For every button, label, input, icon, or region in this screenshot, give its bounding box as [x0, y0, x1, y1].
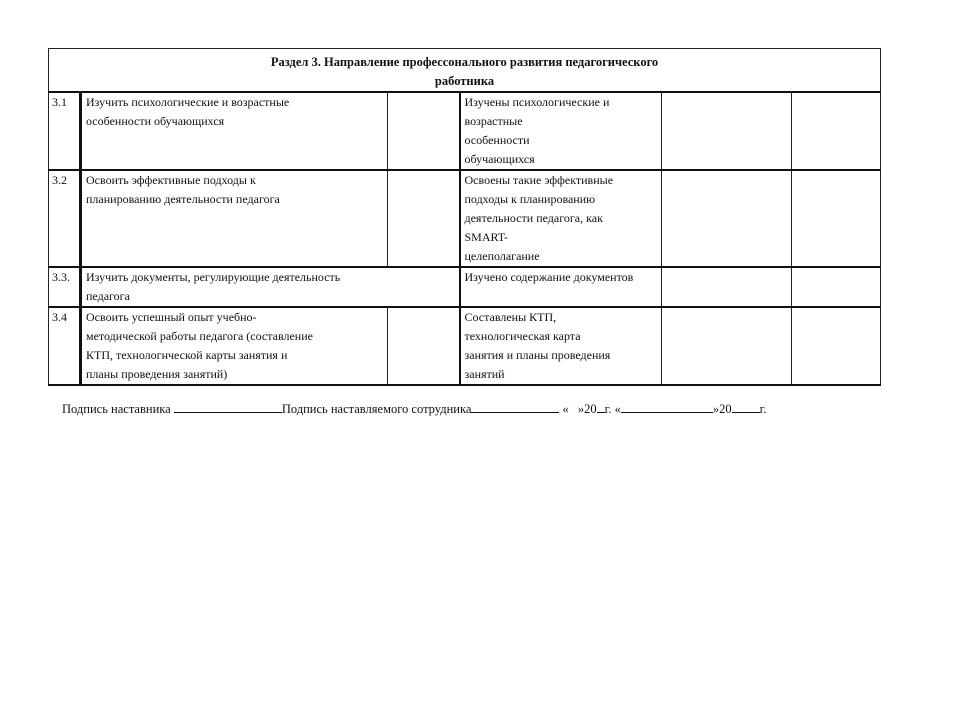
date-open-quote: «	[562, 402, 569, 416]
mentee-signature-label: Подпись наставляемого сотрудника	[281, 402, 472, 416]
empty-cell	[662, 92, 792, 170]
task-line: особенности обучающихся	[86, 114, 225, 128]
empty-cell	[792, 267, 881, 307]
section-title-line2: работника	[434, 74, 495, 88]
empty-cell	[388, 92, 460, 170]
empty-cell	[792, 170, 881, 267]
result-line: возрастные	[464, 114, 523, 128]
date-year-prefix: »20	[577, 402, 597, 416]
result-cell	[460, 92, 662, 170]
task-line: методической работы педагога (составление	[86, 329, 313, 343]
task-line: планированию деятельности педагога	[86, 192, 280, 206]
empty-cell	[388, 307, 460, 385]
result-line: обучающихся	[464, 152, 535, 166]
result-line: особенности	[464, 133, 530, 147]
result-line: занятий	[464, 367, 505, 381]
result-line: Изучено содержание документов	[464, 270, 634, 284]
date-open-quote-2: «	[614, 402, 621, 416]
signature-line	[62, 400, 766, 417]
empty-cell	[662, 170, 792, 267]
task-line: Освоить успешный опыт учебно-	[86, 310, 257, 324]
row-number: 3.1	[49, 92, 81, 170]
result-line: технологическая карта	[464, 329, 581, 343]
result-cell	[460, 307, 662, 385]
date-year-prefix-2: »20	[712, 402, 732, 416]
row-number: 3.3.	[49, 267, 81, 307]
year-blank[interactable]	[597, 400, 605, 413]
task-line: педагога	[86, 289, 130, 303]
row-number: 3.4	[49, 307, 81, 385]
result-line: Составлены КТП,	[464, 310, 557, 324]
task-line: Изучить документы, регулирующие деятельность	[86, 270, 341, 284]
task-line: КТП, технологнческой карты занятия и	[86, 348, 288, 362]
row-number: 3.2	[49, 170, 81, 267]
result-line: SMART-	[464, 230, 509, 244]
empty-cell	[662, 307, 792, 385]
section-title-line1: Раздел 3. Направление профессонального развития педагогического	[270, 55, 659, 69]
result-line: Изучены психологические и	[464, 95, 610, 109]
empty-cell	[792, 307, 881, 385]
result-line: Освоены такие эффективные	[464, 173, 614, 187]
empty-cell	[792, 92, 881, 170]
task-cell	[81, 170, 388, 267]
year-blank-2[interactable]	[732, 400, 760, 413]
mentor-signature-label: Подпись наставника	[62, 402, 171, 416]
table-row	[49, 267, 881, 307]
empty-cell	[388, 170, 460, 267]
task-line: планы проведения занятий)	[86, 367, 228, 381]
year-suffix-2: г.	[759, 402, 767, 416]
result-cell	[460, 170, 662, 267]
result-cell	[460, 267, 662, 307]
empty-cell	[662, 267, 792, 307]
mentee-signature-blank[interactable]	[471, 400, 559, 413]
result-line: деятельности педагога, как	[464, 211, 603, 225]
day-month-blank[interactable]	[621, 400, 713, 413]
mentor-signature-blank[interactable]	[174, 400, 282, 413]
task-cell	[81, 267, 460, 307]
task-cell	[81, 307, 388, 385]
task-line: Изучить психологические и возрастные	[86, 95, 290, 109]
section-header	[49, 49, 881, 93]
year-suffix: г.	[604, 402, 612, 416]
task-cell	[81, 92, 388, 170]
result-line: подходы к планированию	[464, 192, 596, 206]
development-plan-table	[48, 48, 881, 386]
table-row	[49, 170, 881, 267]
table-row	[49, 307, 881, 385]
table-row	[49, 92, 881, 170]
result-line: целеполагание	[464, 249, 540, 263]
result-line: занятия и планы проведения	[464, 348, 611, 362]
task-line: Освоить эффективные подходы к	[86, 173, 256, 187]
